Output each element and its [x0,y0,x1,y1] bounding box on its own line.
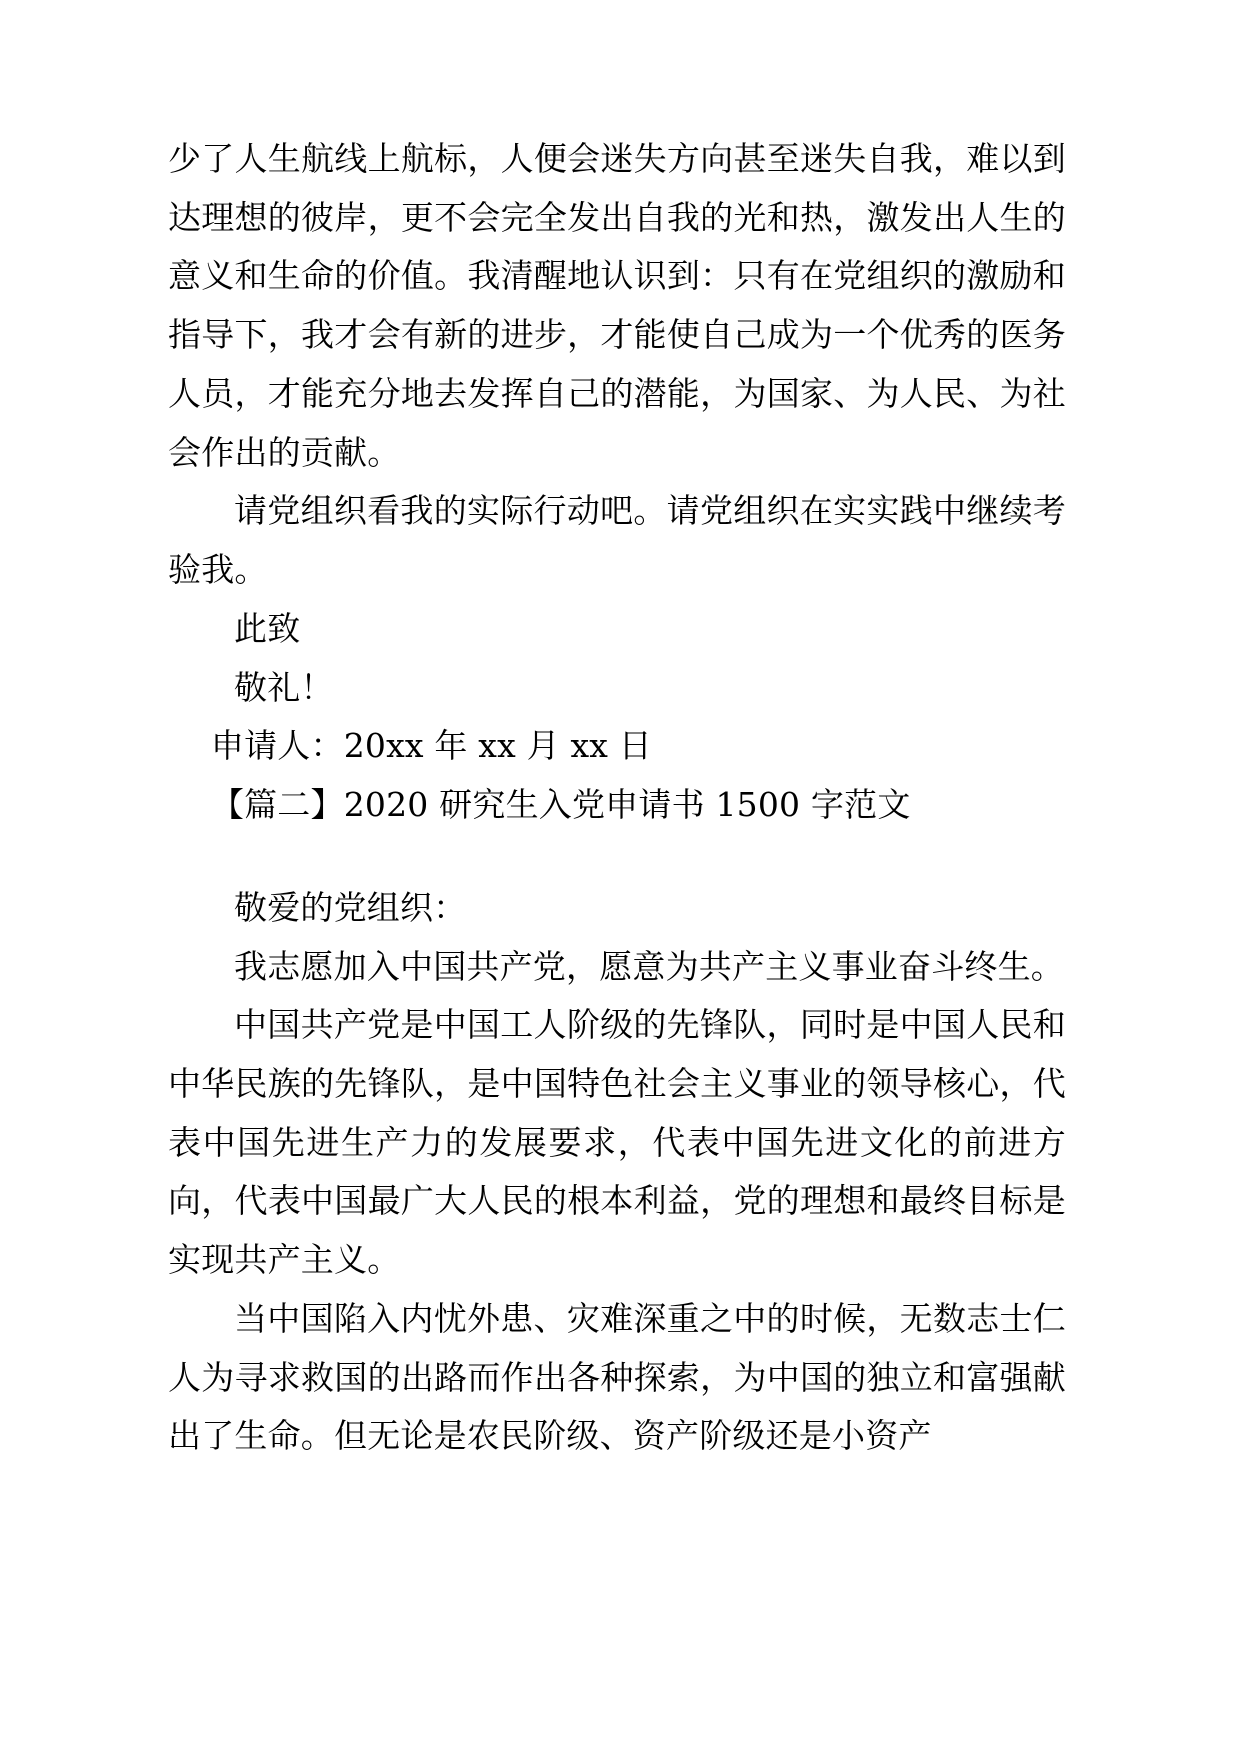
blank-spacer [168,835,1066,879]
document-body [168,130,1066,1466]
paragraph-salutation: 敬爱的党组织： [234,887,467,927]
section-heading-pian-er: 【篇二】2020 研究生入党申请书 1500 字范文 [210,785,911,825]
paragraph-3: 我志愿加入中国共产党，愿意为共产主义事业奋斗终生。 [234,946,1064,986]
paragraph-closing-cizhi: 此致 [234,608,301,648]
paragraph-closing-jingli: 敬礼！ [234,667,334,707]
paragraph-4: 中国共产党是中国工人阶级的先锋队，同时是中国人民和中华民族的先锋队，是中国特色社会主义事业的领导核心，代表中国先进生产力的发展要求，代表中国先进文化的前进方向，代表中国最广大人民的根本利益，党的理想和最终目标是实现共产主义。 [168,1005,1066,1280]
paragraph-applicant-date: 申请人：20xx 年 xx 月 xx 日 [210,726,652,766]
paragraph-5: 当中国陷入内忧外患、灾难深重之中的时候，无数志士仁人为寻求救国的出路而作出各种探索，为中国的独立和富强献出了生命。但无论是农民阶级、资产阶级还是小资产 [168,1298,1066,1456]
paragraph-1: 少了人生航线上航标，人便会迷失方向甚至迷失自我，难以到达理想的彼岸，更不会完全发出自我的光和热，激发出人生的意义和生命的价值。我清醒地认识到：只有在党组织的激励和指导下，我才会有新的进步，才能使自己成为一个优秀的医务人员，才能充分地去发挥自己的潜能，为国家、为人民、为社会作出的贡献。 [168,139,1066,472]
paragraph-2: 请党组织看我的实际行动吧。请党组织在实实践中继续考验我。 [168,491,1066,590]
